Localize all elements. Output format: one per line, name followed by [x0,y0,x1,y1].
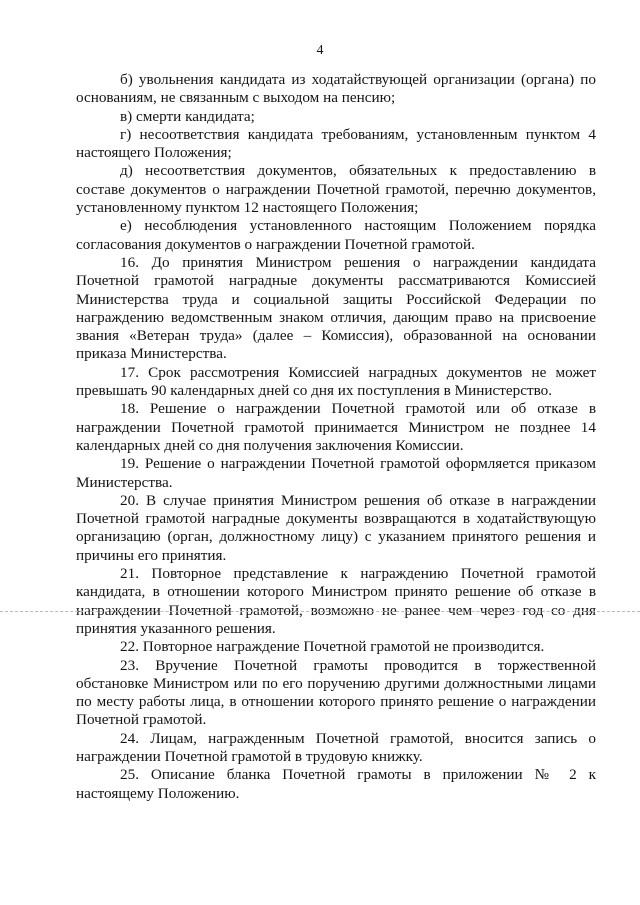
paragraph-15g: г) несоответствия кандидата требованиям, установленным пунктом 4 настоящего Положения; [76,125,596,162]
paragraph-25: 25. Описание бланка Почетной грамоты в приложении № 2 к настоящему Положению. [76,766,596,802]
paragraph-15b: б) увольнения кандидата из ходатайствующей организации (органа) по основаниям, не связанным с выходом на пенсию; [76,71,596,107]
scan-artifact-line [0,611,640,612]
page-number: 4 [316,43,324,58]
document-body [76,71,596,803]
paragraph-22: 22. Повторное награждение Почетной грамотой не производится. [120,638,545,656]
paragraph-17: 17. Срок рассмотрения Комиссией наградных документов не может превышать 90 календарных дней со дня их поступления в Министерство. [76,363,596,400]
paragraph-15v: в) смерти кандидата; [120,107,255,125]
paragraph-15e: е) несоблюдения установленного настоящим Положением порядка согласования документов о награждении Почетной грамотой. [76,217,596,253]
paragraph-23: 23. Вручение Почетной грамоты проводится в торжественной обстановке Министром или по его поручению другими должностными лицами по месту работы лица, в отношении которого принято решение о награждении Почетной грамотой. [76,656,596,729]
paragraph-20: 20. В случае принятия Министром решения об отказе в награждении Почетной грамотой наградные документы возвращаются в ходатайствующую организацию (орган, должностному лицу) с указанием принятого решения и причины его принятия. [76,491,596,564]
paragraph-24: 24. Лицам, награжденным Почетной грамотой, вносится запись о награждении Почетной грамотой в трудовую книжку. [76,729,596,765]
paragraph-15d: д) несоответствия документов, обязательных к предоставлению в составе документов о награждении Почетной грамотой, перечню документов, установленному пунктом 12 настоящего Положения; [76,162,596,217]
paragraph-21: 21. Повторное представление к награждению Почетной грамотой кандидата, в отношении которого Министром принято решение об отказе в награждении Почетной грамотой, возможно не ранее чем через год со дня принятия указанного решения. [76,565,596,637]
paragraph-18: 18. Решение о награждении Почетной грамотой или об отказе в награждении Почетной грамотой принимается Министром не позднее 14 календарных дней со дня получения заключения Комиссии. [76,400,596,454]
paragraph-16: 16. До принятия Министром решения о награждении кандидата Почетной грамотой наградные документы рассматриваются Комиссией Министерства труда и социальной защиты Российской Федерации по награждению ведомственным знаком отличия, дающим право на присвоение звания «Ветеран труда» (далее – Комиссия), образованной на основании приказа Министерства. [76,253,596,363]
paragraph-19: 19. Решение о награждении Почетной грамотой оформляется приказом Министерства. [76,455,596,491]
